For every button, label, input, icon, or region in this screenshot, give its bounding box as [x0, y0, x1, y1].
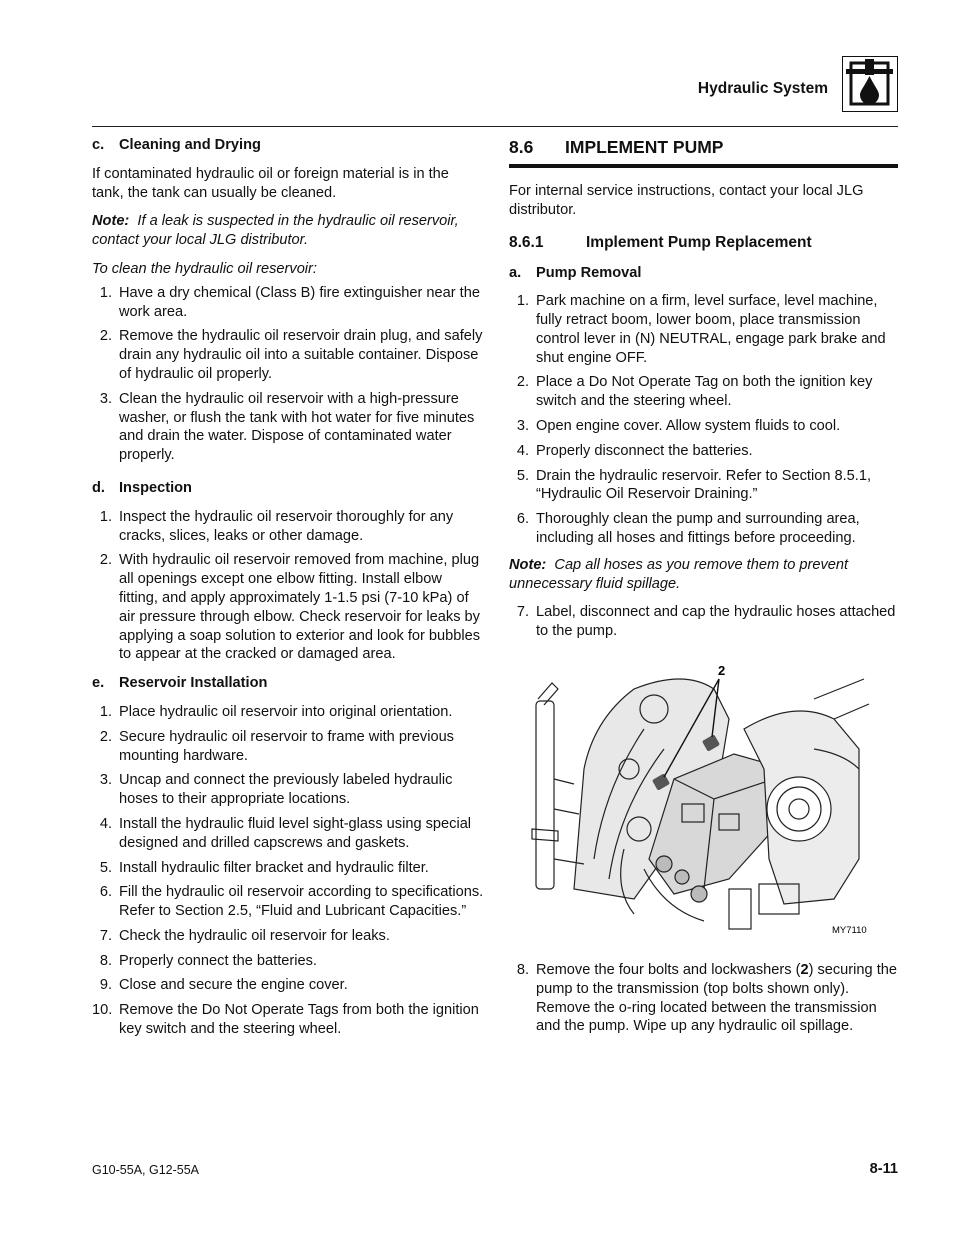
subheading-reservoir-installation: e. Reservoir Installation — [92, 675, 268, 692]
subheading-pump-removal: a. Pump Removal — [509, 265, 642, 282]
step-number: 8. — [99, 952, 112, 969]
note-cap-hoses: Note: Cap all hoses as you remove them to prevent unnecessary fluid spillage. — [509, 556, 849, 592]
note-leak: Note: If a leak is suspected in the hydraulic oil reservoir, contact your local JLG distributor. — [92, 213, 459, 249]
list-item — [509, 292, 898, 367]
subsection-heading: 8.6.1 Implement Pump Replacement — [509, 233, 812, 251]
list-item — [92, 551, 484, 664]
list-item — [92, 952, 484, 971]
step-number: 2. — [99, 728, 112, 745]
step-text: Fill the hydraulic oil reservoir according to specifications. Refer to Section 2.5, “Fluid and Lubricant Capacities.” — [119, 884, 484, 920]
step-text: Have a dry chemical (Class B) fire extinguisher near the work area. — [119, 284, 480, 320]
step-number: 1. — [99, 508, 112, 525]
callout-number: 2 — [718, 662, 726, 678]
step-number: 3. — [516, 417, 529, 434]
step-text: Park machine on a firm, level surface, level machine, fully retract boom, lower boom, place transmission control lever in (N) NEUTRAL, engage park brake and shut engine OFF. — [536, 293, 886, 366]
step-text: Properly disconnect the batteries. — [536, 442, 753, 459]
step-number: 2. — [99, 328, 112, 345]
header-rule — [92, 126, 898, 127]
step-number: 1. — [516, 293, 529, 310]
list-item — [92, 859, 484, 878]
step-number: 5. — [516, 467, 529, 484]
step-text: Drain the hydraulic reservoir. Refer to Section 8.5.1, “Hydraulic Oil Reservoir Draining.” — [536, 467, 872, 503]
step-number: 3. — [99, 772, 112, 789]
list-item — [92, 927, 484, 946]
list-item — [92, 815, 484, 853]
page-number: 8-11 — [869, 1161, 898, 1177]
step-number: 2. — [516, 374, 529, 391]
pump-illustration — [514, 659, 874, 941]
step-text: Open engine cover. Allow system fluids to cool. — [536, 417, 841, 434]
cleaning-paragraph: If contaminated hydraulic oil or foreign material is in the tank, the tank can usually be cleaned. — [92, 165, 449, 201]
list-item — [509, 442, 898, 461]
step-text: Remove the Do Not Operate Tags from both the ignition key switch and the steering wheel. — [119, 1002, 479, 1038]
step-text: Clean the hydraulic oil reservoir with a high-pressure washer, or flush the tank with hot water for five minutes and drain the water. Dispose of contaminated water properly. — [119, 390, 475, 464]
step-number: 1. — [99, 284, 112, 301]
step-number: 6. — [516, 511, 529, 528]
step-text: Close and secure the engine cover. — [119, 977, 348, 994]
step-text: With hydraulic oil reservoir removed from machine, plug all openings except one elbow fitting. Install elbow fitting, and apply approximately 1-1.5 psi (7-10 kPa) of air pressure through elbow. Check reservoir for leaks by applying a soap solution to exterior and look for bubbles to appear at the cracked or damaged area. — [119, 552, 481, 663]
running-header-title: Hydraulic System — [697, 80, 828, 97]
step-number: 4. — [99, 815, 112, 832]
step-number: 6. — [99, 884, 112, 901]
cleaning-steps — [92, 284, 484, 465]
section-intro: For internal service instructions, contact your local JLG distributor. — [509, 183, 864, 218]
list-item — [92, 703, 484, 722]
cleaning-intro: To clean the hydraulic oil reservoir: — [92, 260, 317, 277]
list-item — [92, 883, 484, 921]
list-item — [509, 467, 898, 505]
subheading-cleaning-and-drying: c. Cleaning and Drying — [92, 137, 261, 153]
list-item — [509, 417, 898, 436]
right-column — [509, 136, 898, 1048]
installation-steps — [92, 703, 484, 1039]
step-number: 4. — [516, 442, 529, 459]
step-number: 2. — [99, 552, 112, 569]
list-item — [92, 327, 484, 383]
list-item — [509, 510, 898, 548]
list-item — [92, 508, 484, 546]
figure-code: MY7110 — [832, 924, 867, 936]
step-text: Secure hydraulic oil reservoir to frame with previous mounting hardware. — [119, 728, 454, 764]
list-item — [92, 284, 484, 322]
list-item: 7. Label, disconnect and cap the hydraulic hoses attached to the pump. — [516, 604, 896, 640]
left-column — [92, 136, 484, 1051]
step-number: 9. — [99, 977, 112, 994]
step-text: Thoroughly clean the pump and surrounding area, including all hoses and fittings before proceeding. — [536, 511, 860, 546]
step-number: 7. — [99, 927, 112, 944]
step-text: Install hydraulic filter bracket and hydraulic filter. — [119, 859, 429, 876]
step-number: 10. — [92, 1002, 113, 1019]
hydraulic-reservoir-icon — [842, 56, 898, 112]
list-item: 8. Remove the four bolts and lockwashers (2) securing the pump to the transmission (top bolts shown only). Remove the o-ring located between the transmission and the pump. Wipe up any hydraulic oil spillage. — [516, 961, 897, 1035]
step-text: Place a Do Not Operate Tag on both the ignition key switch and the steering wheel. — [536, 374, 873, 410]
list-item — [92, 976, 484, 995]
pump-removal-step-8 — [509, 961, 898, 1036]
list-item — [92, 728, 484, 766]
step-text: Install the hydraulic fluid level sight-glass using special designed and drilled capscrews and gaskets. — [119, 815, 472, 851]
step-text: Check the hydraulic oil reservoir for leaks. — [119, 927, 390, 944]
step-number: 5. — [99, 859, 112, 876]
step-number: 3. — [99, 390, 112, 407]
inspection-steps — [92, 508, 484, 664]
step-text: Place hydraulic oil reservoir into original orientation. — [119, 703, 453, 720]
list-item — [92, 771, 484, 809]
list-item — [92, 1001, 484, 1039]
subheading-inspection: d. Inspection — [92, 479, 192, 496]
step-text: Properly connect the batteries. — [119, 952, 317, 969]
step-text: Remove the hydraulic oil reservoir drain plug, and safely drain any hydraulic oil into a suitable container. Dispose of hydraulic oil properly. — [119, 328, 483, 382]
pump-removal-step-7 — [509, 603, 898, 641]
list-item — [92, 390, 484, 465]
engine-pump-drawing — [514, 659, 874, 941]
step-number: 1. — [99, 703, 112, 720]
footer-models: G10-55A, G12-55A — [92, 1163, 200, 1177]
pump-removal-steps — [509, 292, 898, 548]
list-item — [509, 373, 898, 411]
section-heading: 8.6 IMPLEMENT PUMP — [509, 136, 898, 168]
step-text: Uncap and connect the previously labeled hydraulic hoses to their appropriate locations. — [119, 772, 453, 808]
step-text: Inspect the hydraulic oil reservoir thoroughly for any cracks, slices, leaks or other damage. — [119, 508, 454, 544]
